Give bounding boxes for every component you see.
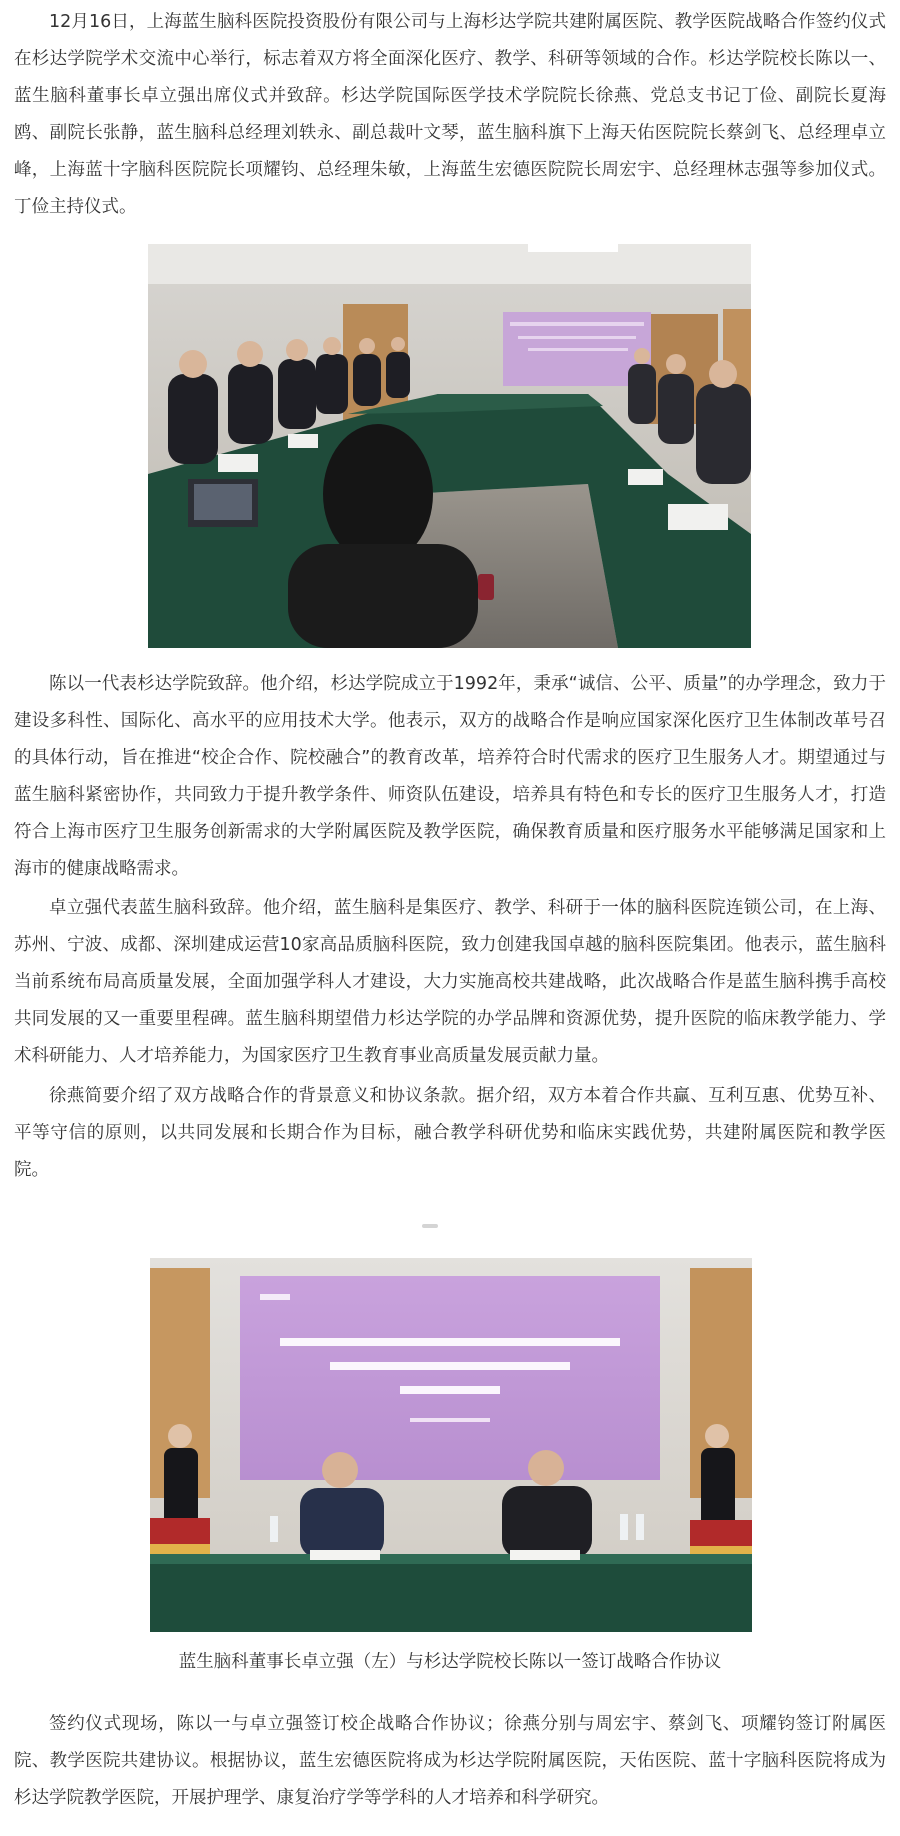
paragraph-signing: 签约仪式现场，陈以一与卓立强签订校企战略合作协议；徐燕分别与周宏宇、蔡剑飞、项耀钧签订附属医院、教学医院共建协议。根据协议，蓝生宏德医院将成为杉达学院附属医院，天佑医院、蓝十字脑科医院将成为杉达学院教学医院，开展护理学、康复治疗学等学科的人才培养和科学研究。 <box>14 1714 886 1808</box>
image-loading-indicator <box>422 1224 438 1228</box>
meeting-photo <box>148 244 751 648</box>
paragraph-chen-speech: 陈以一代表杉达学院致辞。他介绍，杉达学院成立于1992年，秉承“诚信、公平、质量”的办学理念，致力于建设多科性、国际化、高水平的应用技术大学。他表示，双方的战略合作是响应国家深化医疗卫生体制改革号召的具体行动，旨在推进“校企合作、院校融合”的教育改革，培养符合时代需求的医疗卫生服务人才。期望通过与蓝生脑科紧密协作，共同致力于提升教学条件、师资队伍建设，培养具有特色和专长的医疗卫生服务人才，打造符合上海市医疗卫生服务创新需求的大学附属医院及教学医院，确保教育质量和医疗服务水平能够满足国家和上海市的健康战略需求。 <box>14 674 886 879</box>
paragraph-xu-intro: 徐燕简要介绍了双方战略合作的背景意义和协议条款。据介绍，双方本着合作共赢、互利互惠、优势互补、平等守信的原则，以共同发展和长期合作为目标，融合教学科研优势和临床实践优势，共建附属医院和教学医院。 <box>14 1086 886 1180</box>
paragraph-intro: 12月16日，上海蓝生脑科医院投资股份有限公司与上海杉达学院共建附属医院、教学医院战略合作签约仪式在杉达学院学术交流中心举行，标志着双方将全面深化医疗、教学、科研等领域的合作。杉达学院校长陈以一、蓝生脑科董事长卓立强出席仪式并致辞。杉达学院国际医学技术学院院长徐燕、党总支书记丁俭、副院长夏海鸥、副院长张静，蓝生脑科总经理刘轶永、副总裁叶文琴，蓝生脑科旗下上海天佑医院院长蔡剑飞、总经理卓立峰，上海蓝十字脑科医院院长项耀钧、总经理朱敏，上海蓝生宏德医院院长周宏宇、总经理林志强等参加仪式。丁俭主持仪式。 <box>14 12 886 217</box>
photo-caption: 蓝生脑科董事长卓立强（左）与杉达学院校长陈以一签订战略合作协议 <box>178 1652 722 1672</box>
signing-ceremony-photo <box>150 1258 752 1632</box>
paragraph-zhuo-speech: 卓立强代表蓝生脑科致辞。他介绍，蓝生脑科是集医疗、教学、科研于一体的脑科医院连锁公司，在上海、苏州、宁波、成都、深圳建成运营10家高品质脑科医院，致力创建我国卓越的脑科医院集团。他表示，蓝生脑科当前系统布局高质量发展，全面加强学科人才建设，大力实施高校共建战略，此次战略合作是蓝生脑科携手高校共同发展的又一重要里程碑。蓝生脑科期望借力杉达学院的办学品牌和资源优势，提升医院的临床教学能力、学术科研能力、人才培养能力，为国家医疗卫生教育事业高质量发展贡献力量。 <box>14 898 886 1066</box>
